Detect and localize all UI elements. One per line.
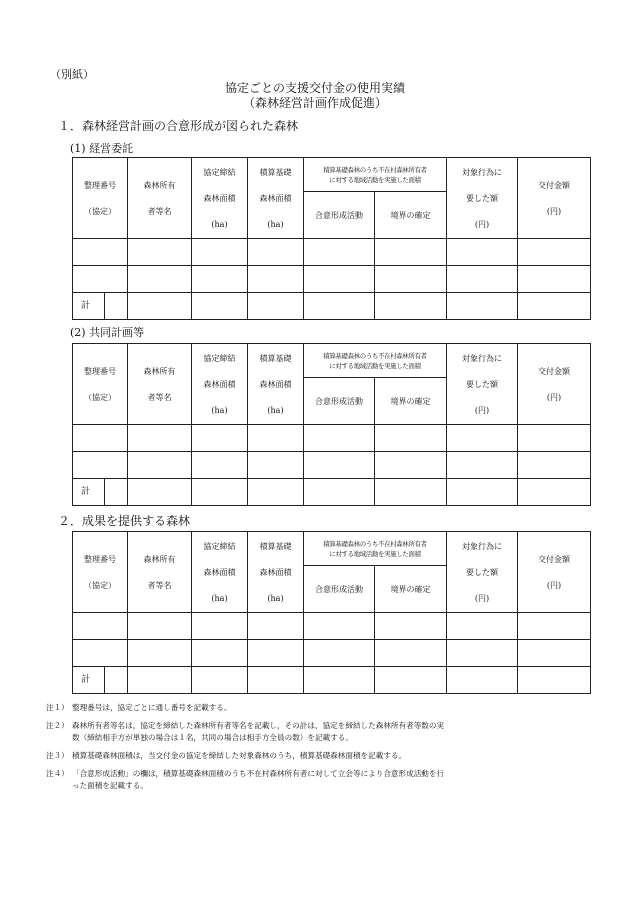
table-row bbox=[73, 452, 591, 479]
header-boundary-fix: 境界の確定 bbox=[375, 378, 447, 425]
table-row bbox=[73, 640, 591, 667]
header-consensus-activity: 合意形成活動 bbox=[304, 378, 375, 425]
header-owner-name: 森林所有 者等名 bbox=[128, 344, 192, 425]
note-3: 注３） 積算基礎森林面積は，当交付金の協定を締結した対象森林のうち，積算基礎森林面積を記載する。 bbox=[46, 751, 407, 760]
header-boundary-fix: 境界の確定 bbox=[375, 566, 447, 613]
header-basis-area: 積算基礎 森林面積 (ha) bbox=[248, 532, 304, 613]
header-absentee-activity-area: 積算基礎森林のうち不在村森林所有者 に対する地域活動を実施した面積 bbox=[304, 532, 447, 566]
document-subtitle: （森林経営計画作成促進） bbox=[242, 96, 387, 110]
header-seiri-bango: 整理番号 （協定） bbox=[73, 158, 128, 239]
total-label: 計 bbox=[73, 479, 105, 506]
header-expense: 対象行為に 要した額 (円) bbox=[447, 532, 518, 613]
document-title: 協定ごとの支援交付金の使用実績 bbox=[224, 81, 405, 95]
header-basis-area: 積算基礎 森林面積 (ha) bbox=[248, 344, 304, 425]
attachment-label: （別紙） bbox=[50, 68, 94, 81]
note-4: 注４） 「合意形成活動」の欄は，積算基礎森林面積のうち不在村森林所有者に対して立会等により合意形成活動を行 った面積を記載する。 bbox=[46, 769, 445, 790]
table-row bbox=[73, 613, 591, 640]
section2-heading: ２．成果を提供する森林 bbox=[58, 514, 191, 528]
header-absentee-activity-area: 積算基礎森林のうち不在村森林所有者 に対する地域活動を実施した面積 bbox=[304, 158, 447, 192]
header-absentee-activity-area: 積算基礎森林のうち不在村森林所有者 に対する地域活動を実施した面積 bbox=[304, 344, 447, 378]
table-results-forest bbox=[72, 531, 591, 694]
header-expense: 対象行為に 要した額 (円) bbox=[447, 158, 518, 239]
header-owner-name: 森林所有 者等名 bbox=[128, 158, 192, 239]
header-grant-amount: 交付金額 (円) bbox=[518, 158, 591, 239]
notes bbox=[46, 702, 594, 798]
section1-heading: １．森林経営計画の合意形成が図られた森林 bbox=[58, 119, 299, 133]
header-owner-name: 森林所有 者等名 bbox=[128, 532, 192, 613]
header-seiri-bango: 整理番号 （協定） bbox=[73, 344, 128, 425]
total-row bbox=[73, 667, 591, 694]
table-management-trust bbox=[72, 157, 591, 320]
header-seiri-bango: 整理番号 （協定） bbox=[73, 532, 128, 613]
total-row bbox=[73, 293, 591, 320]
header-consensus-activity: 合意形成活動 bbox=[304, 192, 375, 239]
table-row bbox=[73, 239, 591, 266]
header-grant-amount: 交付金額 (円) bbox=[518, 344, 591, 425]
total-label: 計 bbox=[73, 293, 105, 320]
header-boundary-fix: 境界の確定 bbox=[375, 192, 447, 239]
header-expense: 対象行為に 要した額 (円) bbox=[447, 344, 518, 425]
header-agreement-area: 協定締結 森林面積 (ha) bbox=[192, 158, 248, 239]
table-joint-plan bbox=[72, 343, 591, 506]
total-row bbox=[73, 479, 591, 506]
sub2-heading: (2) 共同計画等 bbox=[70, 326, 145, 339]
note-1: 注１） 整理番号は，協定ごとに通し番号を記載する。 bbox=[46, 703, 232, 712]
table-row bbox=[73, 425, 591, 452]
total-label: 計 bbox=[73, 667, 105, 694]
header-agreement-area: 協定締結 森林面積 (ha) bbox=[192, 532, 248, 613]
table-row bbox=[73, 266, 591, 293]
header-basis-area: 積算基礎 森林面積 (ha) bbox=[248, 158, 304, 239]
sub1-heading: (1) 経営委託 bbox=[70, 142, 134, 155]
header-consensus-activity: 合意形成活動 bbox=[304, 566, 375, 613]
note-2: 注２） 森林所有者等名は，協定を締結した森林所有者等名を記載し，その計は，協定を締結した森林所有者等数の実 数（締結相手方が単独の場合は１名，共同の場合は相手方全員の数）を記載する。 bbox=[46, 721, 445, 742]
header-grant-amount: 交付金額 (円) bbox=[518, 532, 591, 613]
header-agreement-area: 協定締結 森林面積 (ha) bbox=[192, 344, 248, 425]
